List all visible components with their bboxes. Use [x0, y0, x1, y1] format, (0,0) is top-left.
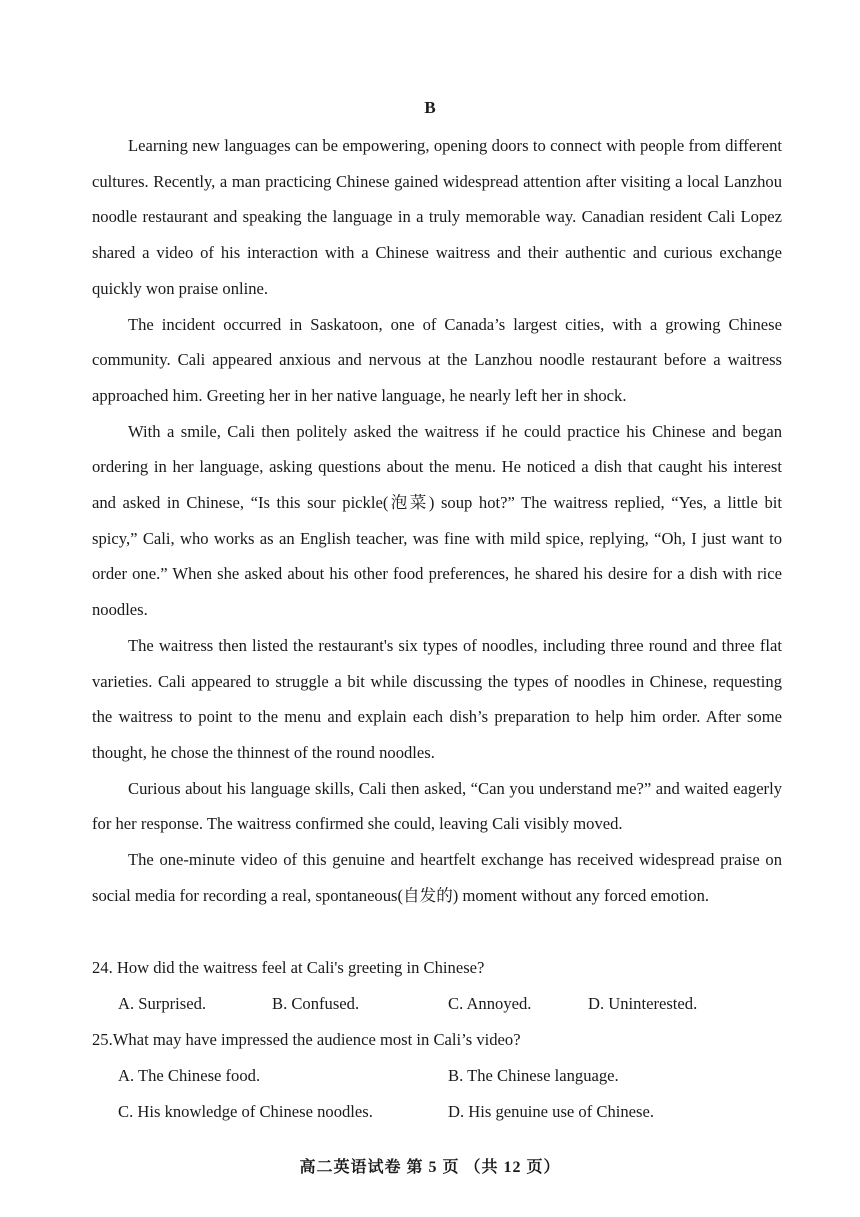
passage-paragraph: The waitress then listed the restaurant's six types of noodles, including three round and three flat varieties. Cali appeared to struggle a bit while discussing the types of noodles in Chinese, requesting the waitress to point to the menu and explain each dish’s preparation to help him order. After some thought, he chose the thinnest of the round noodles. — [92, 635, 782, 762]
passage-paragraph: With a smile, Cali then politely asked the waitress if he could practice his Chinese and began ordering in her language, asking questions about the menu. He noticed a dish that caught his interest and asked in Chinese, “Is this sour pickle(泡菜) soup hot?” The waitress replied, “Yes, a little bit spicy,” Cali, who works as an English teacher, was fine with mild spice, replying, “Oh, I just want to order one.” When she asked about his other food preferences, he shared his desire for a dish with rice noodles. — [92, 421, 782, 620]
passage-paragraph: The incident occurred in Saskatoon, one of Canada’s largest cities, with a growing Chinese community. Cali appeared anxious and nervous at the Lanzhou noodle restaurant before a waitress approached him. Greeting her in her native language, he nearly left her in shock. — [92, 314, 782, 405]
option-a: A. Surprised. — [118, 994, 207, 1013]
question-list — [92, 950, 792, 1130]
option-a: A. The Chinese food. — [118, 1066, 261, 1085]
passage-paragraph: The one-minute video of this genuine and heartfelt exchange has received widespread praise on social media for recording a real, spontaneous(自发的) moment without any forced emotion. — [92, 850, 782, 905]
passage-paragraph: Learning new languages can be empowering, opening doors to connect with people from different cultures. Recently, a man practicing Chinese gained widespread attention after visiting a local Lanzhou noodle restaurant and speaking the language in a truly memorable way. Canadian resident Cali Lopez shared a video of his interaction with a Chinese waitress and their authentic and curious exchange quickly won praise online. — [92, 136, 782, 298]
option-d: D. His genuine use of Chinese. — [448, 1102, 655, 1121]
answer-options — [92, 1094, 792, 1130]
question-24 — [92, 950, 792, 1022]
option-c: C. Annoyed. — [448, 994, 532, 1013]
passage-paragraph: Curious about his language skills, Cali then asked, “Can you understand me?” and waited eagerly for her response. The waitress confirmed she could, leaving Cali visibly moved. — [92, 778, 782, 834]
question-stem: 24. How did the waitress feel at Cali's greeting in Chinese? — [92, 958, 485, 977]
option-b: B. Confused. — [272, 994, 360, 1013]
question-stem: 25.What may have impressed the audience most in Cali’s video? — [92, 1030, 521, 1049]
section-heading: B — [424, 98, 436, 117]
option-b: B. The Chinese language. — [448, 1066, 619, 1085]
answer-options — [92, 1058, 792, 1094]
reading-passage — [92, 128, 782, 913]
answer-options — [92, 986, 792, 1022]
question-25 — [92, 1022, 792, 1130]
option-c: C. His knowledge of Chinese noodles. — [118, 1102, 373, 1121]
page-footer: 高二英语试卷 第 5 页 （共 12 页） — [299, 1159, 561, 1176]
option-d: D. Uninterested. — [588, 994, 698, 1013]
